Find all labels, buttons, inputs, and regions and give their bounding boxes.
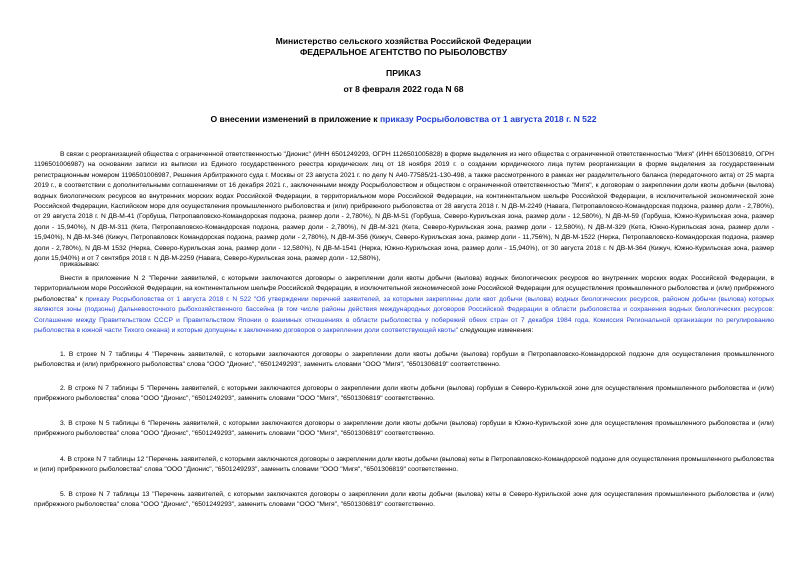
- order-word: [34, 260, 774, 270]
- main-text-c: следующие изменения:: [458, 327, 534, 335]
- list-item: 1. В строке N 7 таблицы 4 "Перечень заявителей, с которыми заключаются договоры о закреплении доли квоты добычи (вылова) горбуши в Петропавловско-Командорской подзоне для осуществления промышленного рыболовства и (или) прибрежного рыболовства" слова "ООО "Дионис", "6501249293", заменить словами "ООО "Мигя", "6501306819" соответственно.: [34, 351, 774, 369]
- title-order-link[interactable]: приказу Росрыболовства от 1 августа 2018 г. N 522: [379, 114, 597, 124]
- document-title: [0, 114, 807, 125]
- order-word-text: приказываю:: [60, 261, 100, 268]
- ministry-name: Министерство сельского хозяйства Российской Федерации: [275, 36, 532, 46]
- order-522-title-link[interactable]: "Об утверждении перечней заявителей, за которыми закреплены доли квот добычи (вылова) водных биологических ресурсов, районом добычи (вылова) которых являются зоны (подзоны) Дальневосточного рыбохозяйственного бассейна (в том числе районы действия международных договоров Российской Федерации в области рыболовства и сохранения водных биологических ресурсов: Соглашение между Правительством СССР и Правительством Японии о взаимных отношениях в области рыболовства у побережий обеих стран от 7 декабря 1984 года, Комиссия Региональной организации по регулированию рыболовства в южной части Тихого океана) и которые допущены к заключению договоров о закреплении доли соответствующей квоты": [34, 295, 774, 335]
- main-paragraph: [34, 274, 774, 336]
- list-item: 3. В строке N 5 таблицы 6 "Перечень заявителей, с которыми заключаются договоры о закреплении доли квоты добычи (вылова) горбуши в Южно-Курильской зоне для осуществления промышленного рыболовства и (или) прибрежного рыболовства" слова "ООО "Дионис", "6501249293", заменить словами "ООО "Мигя", "6501306819" соответственно.: [34, 420, 774, 438]
- list-item: 2. В строке N 7 таблицы 5 "Перечень заявителей, с которыми заключаются договоры о закреплении доли квоты добычи (вылова) горбуши в Северо-Курильской зоне для осуществления промышленного рыболовства и (или) прибрежного рыболовства" слова "ООО "Дионис", "6501249293", заменить словами "ООО "Мигя", "6501306819" соответственно.: [34, 385, 774, 403]
- title-text: О внесении изменений в приложение к: [210, 114, 380, 124]
- list-item: 5. В строке N 7 таблицы 13 "Перечень заявителей, с которыми заключаются договоры о закреплении доли квоты добычи (вылова) кеты в Северо-Курильской зоне для осуществления промышленного рыболовства и (или) прибрежного рыболовства" слова "ООО "Дионис", "6501249293", заменить словами "ООО "Мигя", "6501306819" соответственно.: [34, 491, 774, 509]
- preamble-text: В связи с реорганизацией общества с ограниченной ответственностью "Дионис" (ИНН 6501249293, ОГРН 1126501005828) в форме выделения из него общества с ограниченной ответственностью "Мигя" (ИНН 6501306819, ОГРН 1196501006987) на основании записи из выписки из Единого государственного реестра юридических лиц от 18 ноября 2019 г. о создании юридического лица путем реорганизации в форме выделения за государственным регистрационным номером 1196501006987, Решения Арбитражного суда г. Москвы от 23 августа 2021 г. по делу N А40-77585/21-130-498, а также рассмотренного в рамках нег разделительного баланса (передаточного акта) от 25 марта 2019 г., в соответствии с дополнительными соглашениями от 16 декабря 2021 г., заключенными между Росрыболовством и обществом с ограниченной ответственностью "Мигя", к договорам о закреплении доли квоты добычи (вылова) водных биологических ресурсов во внутренних морских водах Российской Федерации, в территориальном море Российской Федерации, на континентальном шельфе Российской Федерации, в исключительной экономической зоне Российской Федерации, Каспийском море для осуществления промышленного рыболовства и (или) прибрежного рыболовства от 28 августа 2018 г. N ДВ-М-2249 (Навага, Петропавловско-Командорская подзона, размер доли - 2,780%), от 29 августа 2018 г. N ДВ-М-41 (Горбуша, Петропавловско-Командорская подзона, размер доли - 2,780%), N ДВ-М-51 (Горбуша, Северо-Курильская зона, размер доли - 12,580%), N ДВ-М-59 (Горбуша, Южно-Курильская зона, размер доли - 15,940%), N ДВ-М-311 (Кета, Петропавловско-Командорская подзона, размер доли - 2,780%), N ДВ-М-321 (Кета, Северо-Курильская зона, размер доли - 12,580%), N ДВ-М-329 (Кета, Южно-Курильская зона, размер доли - 15,940%), N ДВ-М-346 (Кижуч, Петропавловск Командорская подзона, размер доли - 2,780%), N ДВ-М-356 (Кижуч, Северо-Курильская зона, размер доли - 11,756%), N ДВ-М-1522 (Нерка, Петропавловско-Командорская подзона, размер доли - 2,780%), N ДВ-М 1532 (Нерка, Северо-Курильская зона, размер доли - 12,580%), N ДВ-М-1541 (Нерка, Южно-Курильская зона, размер доли - 15,940%), от 30 августа 2018 г. N ДВ-М-364 (Кижуч, Южно-Курильская зона, размер доли 15,940%) и от 7 сентября 2018 г. N ДВ-М-2259 (Навага, Северо-Курильская зона, размер доли - 12,580%),: [34, 151, 774, 263]
- document-type: ПРИКАЗ: [386, 68, 421, 78]
- list-item: 4. В строке N 7 таблицы 12 "Перечень заявителей, с которыми заключаются договоры о закреплении доли квоты добычи (вылова) кеты в Петропавловско-Командорской подзоне для осуществления промышленного рыболовства и (или) прибрежного рыболовства" слова "ООО "Дионис", "6501249293", заменить словами "ООО "Мигя", "6501306819" соответственно.: [34, 456, 774, 474]
- order-522-link[interactable]: приказу Росрыболовства от 1 августа 2018 г. N 522: [85, 295, 252, 303]
- preamble-paragraph: [34, 150, 774, 264]
- document-date-number: от 8 февраля 2022 года N 68: [343, 84, 464, 94]
- agency-name: ФЕДЕРАЛЬНОЕ АГЕНТСТВО ПО РЫБОЛОВСТВУ: [299, 47, 508, 57]
- main-text-a: Внести в приложение N 2 "Перечни заявителей, с которыми заключаются договоры о закреплении доли квоты добычи (вылова) водных биологических ресурсов во внутренних морских водах Российской Федерации, в территориальном море Российской Федерации, на континентальном шельфе Российской Федерации, в исключительной экономической зоне Российской Федерации для осуществления промышленного рыболовства и (или) прибрежного рыболовства" к: [34, 275, 774, 303]
